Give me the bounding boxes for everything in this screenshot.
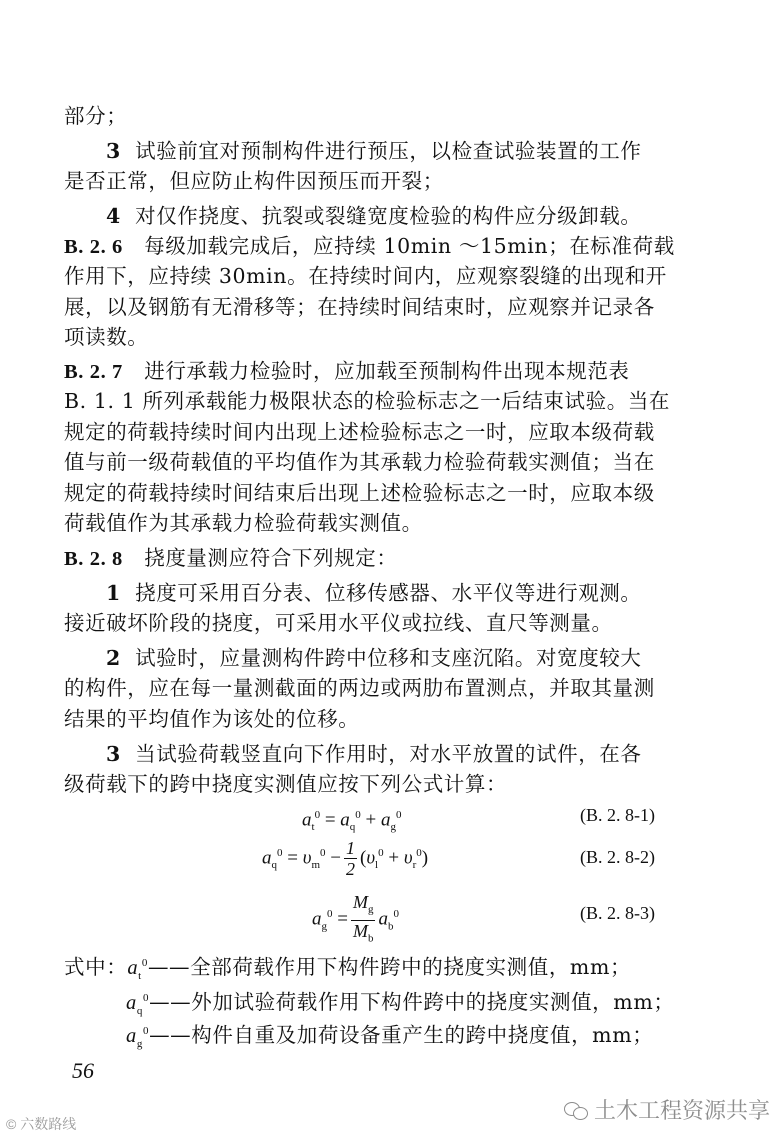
- item-number: 1: [106, 581, 121, 605]
- watermark-right: [564, 1094, 770, 1125]
- text-line-5: B. 2. 6 每级加载完成后，应持续 10min ～15min；在标准荷载: [64, 234, 675, 258]
- text-line-1: 部分；: [64, 104, 128, 128]
- text-line-16: 1 挠度可采用百分表、位移传感器、水平仪等进行观测。: [106, 581, 642, 605]
- equation-2: $a_q^0 = \upsilon_m^0$ − $\frac{1}{2}$ $(\upsilon_l^0 + \upsilon_r^0)$: [262, 838, 429, 880]
- item-number: 2: [106, 646, 121, 670]
- clause-number: B. 2. 6: [64, 236, 123, 258]
- item-number: 3: [106, 139, 121, 163]
- text-line-10: B. 1. 1 所列承载能力极限状态的检验标志之一后结束试验。当在: [64, 389, 671, 413]
- text-line-20: 结果的平均值作为该处的位移。: [64, 707, 360, 731]
- text-line-4: 4 对仅作挠度、抗裂或裂缝宽度检验的构件应分级卸载。: [106, 204, 642, 228]
- text-line-3: 是否正常，但应防止构件因预压而开裂；: [64, 169, 444, 193]
- equation-2-number: (B. 2. 8-2): [580, 847, 655, 867]
- fraction-m: $\frac{M_g}{M_b}$: [352, 892, 374, 945]
- definition-2: $a_q^0——$外加试验荷载作用下构件跨中的挠度实测值，mm；: [126, 989, 675, 1017]
- text-line-12: 值与前一级荷载值的平均值作为其承载力检验荷载实测值；当在: [64, 450, 655, 474]
- text-line-8: 项读数。: [64, 325, 149, 349]
- equation-1-number: (B. 2. 8-1): [580, 805, 655, 825]
- text-line-13: 规定的荷载持续时间结束后出现上述检验标志之一时，应取本级: [64, 481, 655, 505]
- equation-3-number: (B. 2. 8-3): [580, 903, 655, 923]
- wechat-icon: [564, 1100, 588, 1120]
- text-line-7: 展，以及钢筋有无滑移等；在持续时间结束时，应观察并记录各: [64, 295, 655, 319]
- text-line-17: 接近破坏阶段的挠度，可采用水平仪或拉线、直尺等测量。: [64, 611, 613, 635]
- item-number: 3: [106, 742, 121, 766]
- text-line-2: 3 试验前宜对预制构件进行预压，以检查试验装置的工作: [106, 139, 642, 163]
- definition-1: 式中：$a_t^0——$全部荷载作用下构件跨中的挠度实测值，mm；: [64, 954, 632, 982]
- text-line-18: 2 试验时，应量测构件跨中位移和支座沉陷。对宽度较大: [106, 646, 642, 670]
- clause-number: B. 2. 8: [64, 548, 123, 570]
- watermark-right-label: 土木工程资源共享: [594, 1098, 771, 1123]
- page-number: 56: [72, 1058, 94, 1083]
- text-line-15: B. 2. 8 挠度量测应符合下列规定：: [64, 546, 398, 570]
- text-line-9: B. 2. 7 进行承载力检验时，应加载至预制构件出现本规范表: [64, 359, 630, 383]
- text-line-21: 3 当试验荷载竖直向下作用时，对水平放置的试件，在各: [106, 742, 642, 766]
- clause-number: B. 2. 7: [64, 361, 123, 383]
- watermark-left: © 六数路线: [6, 1116, 77, 1132]
- text-line-22: 级荷载下的跨中挠度实测值应按下列公式计算：: [64, 772, 508, 796]
- fraction-half: $\frac{1}{2}$: [345, 838, 355, 880]
- text-line-19: 的构件，应在每一量测截面的两边或两肋布置测点，并取其量测: [64, 676, 655, 700]
- text-line-14: 荷载值作为其承载力检验荷载实测值。: [64, 511, 423, 535]
- definition-3: $a_g^0——$构件自重及加荷设备重产生的跨中挠度值，mm；: [126, 1022, 654, 1050]
- text-line-6: 作用下，应持续 30min。在持续时间内，应观察裂缝的出现和开: [64, 264, 667, 288]
- equation-1: $a_t^0 = a_q^0 + a_g^0$: [302, 809, 402, 834]
- text-line-11: 规定的荷载持续时间内出现上述检验标志之一时，应取本级荷载: [64, 420, 655, 444]
- item-number: 4: [106, 204, 121, 228]
- equation-3: $a_g^0$ = $\frac{M_g}{M_b}$ $a_b^0$: [312, 892, 399, 948]
